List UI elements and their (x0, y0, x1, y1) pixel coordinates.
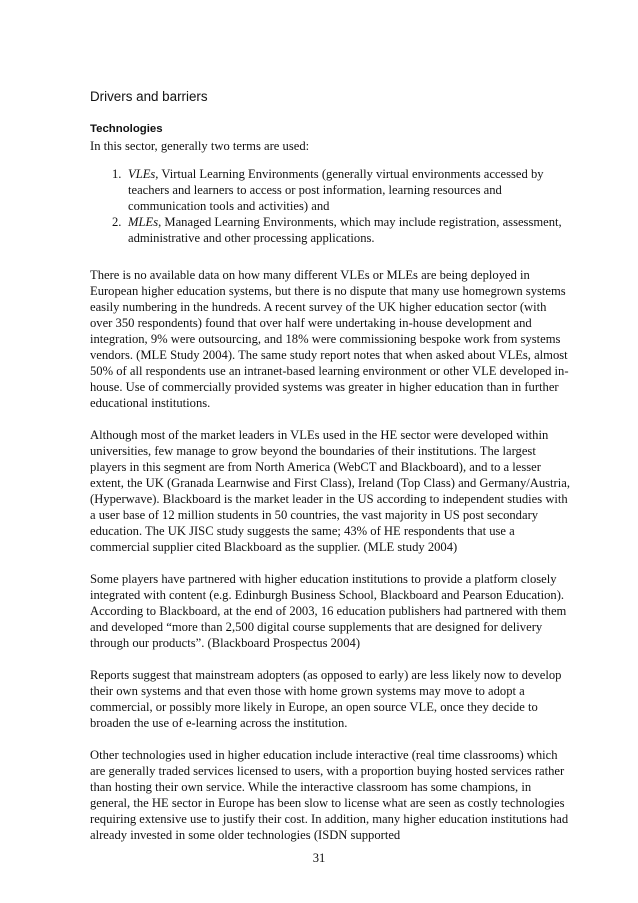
paragraph: Although most of the market leaders in VLEs used in the HE sector were developed within universities, few manage to grow beyond the boundaries of their institutions. The largest players in this segment are from North America (WebCT and Blackboard), and to a lesser extent, the UK (Granada Learnwise and First Class), Ireland (Top Class) and Germany/Austria, (Hyperwave). Blackboard is the market leader in the US according to independent studies with a user base of 12 million students in 50 countries, the vast majority in US post secondary education. The UK JISC study suggests the same; 43% of HE respondents that use a commercial supplier cited Blackboard as the supplier. (MLE study 2004) (90, 428, 570, 554)
intro-text: In this sector, generally two terms are used: (90, 139, 310, 153)
list-item-number: 2. (112, 215, 122, 229)
paragraph: Some players have partnered with higher education institutions to provide a platform closely integrated with content (e.g. Edinburgh Business School, Blackboard and Pearson Education). According to Blackboard, at the end of 2003, 16 education publishers had partnered with them and developed “more than 2,500 digital course supplements that are designed for delivery through our products”. (Blackboard Prospectus 2004) (90, 572, 567, 650)
list-item-term: VLEs (128, 167, 156, 181)
list-item-term: MLEs (128, 215, 159, 229)
subsection-title: Technologies (90, 123, 163, 135)
paragraph: Reports suggest that mainstream adopters (as opposed to early) are less likely now to develop their own systems and that even those with home grown systems may move to adopt a commercial, or possibly more likely in Europe, an open source VLE, once they decide to broaden the use of e-learning across the institution. (90, 668, 562, 730)
list-item-number: 1. (112, 167, 122, 181)
list-item (90, 166, 570, 214)
terms-list (90, 166, 570, 246)
list-item-text: , Managed Learning Environments, which may include registration, assessment, administrative and other processing applications. (128, 215, 562, 245)
paragraph: Other technologies used in higher education include interactive (real time classrooms) which are generally traded services licensed to users, with a proportion buying hosted services rather than hosting their own service. While the interactive classroom has some champions, in general, the HE sector in Europe has been slow to license what are seen as costly technologies requiring extensive use to justify their cost. In addition, many higher education institutions had already invested in some older technologies (ISDN supported (90, 748, 569, 842)
page-number: 31 (312, 851, 326, 865)
list-item-text: , Virtual Learning Environments (generally virtual environments accessed by teachers and learners to access or post information, learning resources and communication tools and activities) and (128, 167, 544, 213)
paragraph: There is no available data on how many different VLEs or MLEs are being deployed in European higher education systems, but there is no dispute that many use homegrown systems easily numbering in the hundreds. A recent survey of the UK higher education sector (with over 350 respondents) found that over half were undertaking in-house development and integration, 9% were outsourcing, and 18% were commissioning bespoke work from systems vendors. (MLE Study 2004). The same study report notes that when asked about VLEs, almost 50% of all respondents use an intranet-based learning environment or other VLE developed in-house. Use of commercially provided systems was greater in higher education than in further educational institutions. (90, 268, 569, 410)
document-page (90, 88, 570, 859)
section-title: Drivers and barriers (90, 89, 208, 104)
list-item (90, 214, 570, 246)
